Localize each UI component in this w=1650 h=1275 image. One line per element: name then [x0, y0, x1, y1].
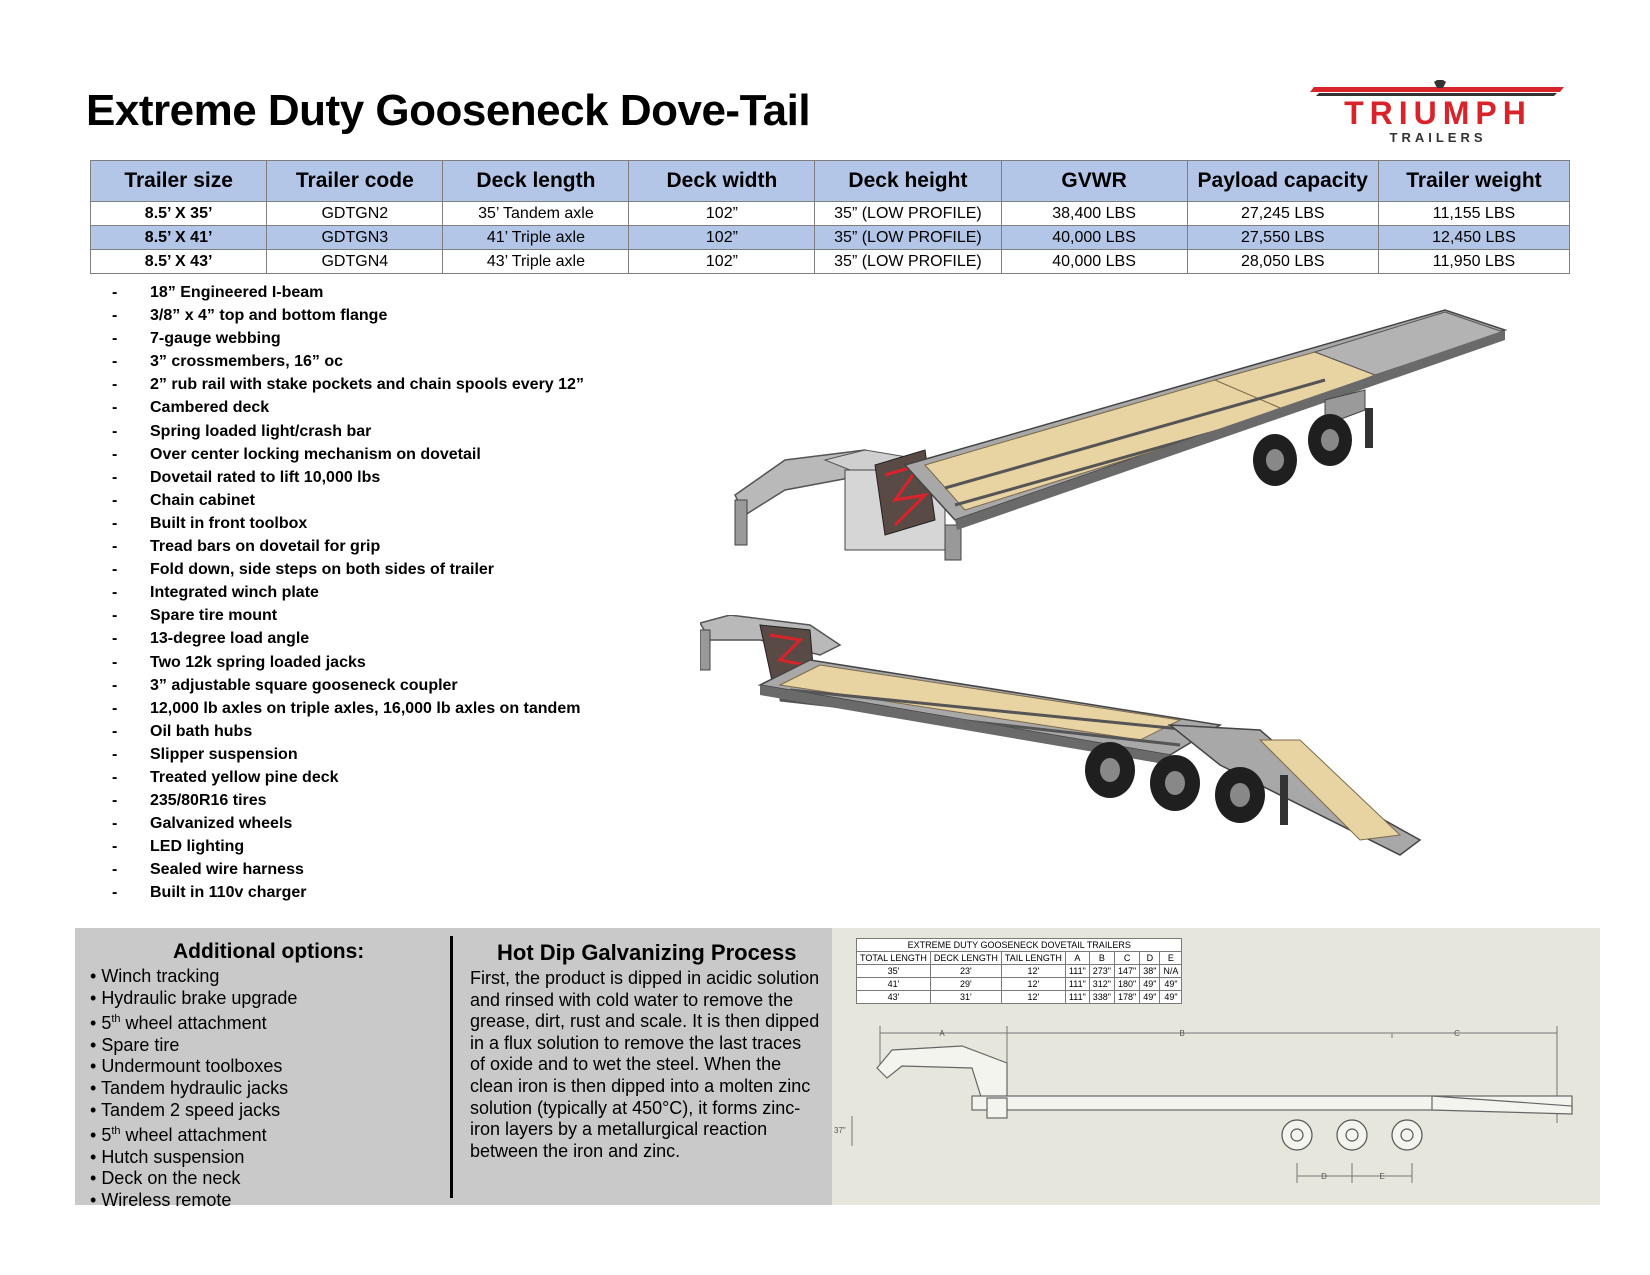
dims-header-row: [857, 952, 1182, 965]
feature-text: 12,000 lb axles on triple axles, 16,000 lb axles on tandem: [150, 699, 581, 717]
feature-item: [112, 466, 584, 489]
galvanizing-text: First, the product is dipped in acidic solution and rinsed with cold water to remove the grease, dirt, rust and scale. It is then dipped in a flux solution to remove the last traces of oxide and to wet the steel. When the clean iron is then dipped into a molten zinc solution (typically at 450°C), it forms zinc-iron layers by a metallurgical reaction between the iron and zinc.: [470, 968, 820, 1161]
dims-cell: 35': [857, 965, 931, 978]
deck: [905, 310, 1505, 530]
logo-sub: TRAILERS: [1389, 130, 1487, 145]
feature-item: [112, 812, 584, 835]
dims-cell: 43': [857, 991, 931, 1004]
cell-weight: 12,450 LBS: [1378, 226, 1569, 250]
feature-text: Sealed wire harness: [150, 861, 304, 879]
option-text: 5: [101, 1125, 112, 1146]
option-item: • Hydraulic brake upgrade: [90, 987, 298, 1008]
feature-text: Integrated winch plate: [150, 584, 319, 602]
header-trailer-weight: Trailer weight: [1378, 161, 1569, 202]
cell-deck-height: 35” (LOW PROFILE): [815, 226, 1001, 250]
feature-text: Built in front toolbox: [150, 514, 308, 532]
panel-divider: [450, 936, 453, 1198]
feature-text: Fold down, side steps on both sides of trailer: [150, 561, 495, 579]
table-row: [91, 202, 1570, 226]
cell-gvwr: 38,400 LBS: [1001, 202, 1187, 226]
dims-header: A: [1065, 952, 1089, 965]
dims-cell: 178": [1114, 991, 1139, 1004]
bullet-dash: -: [112, 330, 118, 348]
table-row: [91, 226, 1570, 250]
option-text: Undermount toolboxes: [101, 1056, 283, 1077]
feature-item: [112, 304, 584, 327]
dims-header: B: [1089, 952, 1114, 965]
bullet-dash: -: [112, 514, 118, 532]
dims-cell: 312": [1089, 978, 1114, 991]
cell-deck-height: 35” (LOW PROFILE): [815, 202, 1001, 226]
cell-deck-width: 102”: [629, 226, 815, 250]
option-item: • Undermount toolboxes: [90, 1056, 283, 1077]
feature-item: [112, 697, 584, 720]
galvanizing-title: Hot Dip Galvanizing Process: [497, 940, 797, 965]
feature-item: [112, 373, 584, 396]
feature-item: [112, 766, 584, 789]
dims-cell: 111": [1065, 991, 1089, 1004]
feature-text: 235/80R16 tires: [150, 792, 267, 810]
bullet-dash: -: [112, 561, 118, 579]
bullet-dash: -: [112, 538, 118, 556]
dims-cell: 23': [930, 965, 1001, 978]
option-item: • 5th wheel attachment: [90, 1013, 267, 1034]
cell-size: 8.5’ X 35’: [91, 202, 267, 226]
cell-gvwr: 40,000 LBS: [1001, 250, 1187, 274]
feature-text: LED lighting: [150, 838, 245, 856]
option-text: Hydraulic brake upgrade: [101, 987, 298, 1008]
bullet-dash: -: [112, 353, 118, 371]
feature-item: [112, 881, 584, 904]
dim-label-a: A: [939, 1029, 945, 1038]
feature-item: [112, 674, 584, 697]
option-item: • Winch tracking: [90, 966, 220, 986]
dims-cell: 111": [1065, 965, 1089, 978]
specs-header-row: [91, 161, 1570, 202]
bullet-dash: -: [112, 838, 118, 856]
option-text: Tandem 2 speed jacks: [100, 1099, 281, 1120]
side-view-drawing: [832, 1008, 1600, 1205]
bullet-dash: -: [112, 607, 118, 625]
dims-cell: N/A: [1160, 965, 1182, 978]
option-text: Hutch suspension: [101, 1146, 245, 1167]
cell-code: GDTGN2: [267, 202, 443, 226]
option-text: Deck on the neck: [101, 1168, 241, 1189]
dims-header: E: [1160, 952, 1182, 965]
option-item: • Spare tire: [90, 1034, 180, 1055]
dims-cell: 147": [1114, 965, 1139, 978]
feature-text: Two 12k spring loaded jacks: [150, 653, 366, 671]
feature-text: Cambered deck: [150, 399, 270, 417]
dims-cell: 49": [1160, 978, 1182, 991]
feature-item: [112, 420, 584, 443]
bullet-dash: -: [112, 699, 118, 717]
feature-text: 3/8” x 4” top and bottom flange: [150, 307, 388, 325]
feature-text: Oil bath hubs: [150, 722, 253, 740]
bullet-dash: -: [112, 307, 118, 325]
dims-cell: 12': [1001, 978, 1065, 991]
feature-item: [112, 789, 584, 812]
option-text: Tandem hydraulic jacks: [100, 1077, 289, 1098]
table-row: [91, 250, 1570, 274]
feature-item: [112, 327, 584, 350]
bottom-panel: [75, 928, 1600, 1210]
feature-text: 3” adjustable square gooseneck coupler: [150, 676, 458, 694]
dims-header: D: [1140, 952, 1160, 965]
cell-weight: 11,155 LBS: [1378, 202, 1569, 226]
cell-payload: 27,550 LBS: [1187, 226, 1378, 250]
cell-deck-height: 35” (LOW PROFILE): [815, 250, 1001, 274]
cell-deck-width: 102”: [629, 250, 815, 274]
bullet-dash: -: [112, 630, 118, 648]
feature-item: [112, 581, 584, 604]
feature-text: Slipper suspension: [150, 745, 298, 763]
cell-size: 8.5’ X 41’: [91, 226, 267, 250]
option-sup: th: [111, 1125, 121, 1138]
dims-cell: 38": [1140, 965, 1160, 978]
dims-cell: 49": [1160, 991, 1182, 1004]
feature-item: [112, 743, 584, 766]
cell-payload: 27,245 LBS: [1187, 202, 1378, 226]
option-item: • 5th wheel attachment: [90, 1125, 267, 1146]
feature-item: [112, 512, 584, 535]
bullet-dash: -: [112, 676, 118, 694]
feature-item: [112, 604, 584, 627]
table-row: [857, 965, 1182, 978]
table-row: [857, 991, 1182, 1004]
bullet-dash: -: [112, 792, 118, 810]
feature-text: 3” crossmembers, 16” oc: [150, 353, 343, 371]
bullet-dash: -: [112, 861, 118, 879]
feature-list: [112, 281, 584, 905]
cell-size: 8.5’ X 43’: [91, 250, 267, 274]
bullet-dash: -: [112, 722, 118, 740]
bullet-dash: -: [112, 422, 118, 440]
header-gvwr: GVWR: [1001, 161, 1187, 202]
feature-text: Galvanized wheels: [150, 815, 293, 833]
cell-code: GDTGN3: [267, 226, 443, 250]
feature-text: 13-degree load angle: [150, 630, 310, 648]
dim-label-b: B: [1179, 1029, 1185, 1038]
cell-deck-length: 43’ Triple axle: [443, 250, 629, 274]
feature-text: 2” rub rail with stake pockets and chain spools every 12”: [150, 376, 584, 394]
feature-text: Over center locking mechanism on dovetail: [150, 445, 481, 463]
feature-item: [112, 443, 584, 466]
dim-label-e: E: [1379, 1172, 1385, 1181]
cell-deck-length: 41’ Triple axle: [443, 226, 629, 250]
option-item: • Hutch suspension: [90, 1146, 245, 1167]
dims-cell: 12': [1001, 991, 1065, 1004]
bullet-dash: -: [112, 284, 118, 301]
bullet-dash: -: [112, 376, 118, 394]
cell-gvwr: 40,000 LBS: [1001, 226, 1187, 250]
feature-item: [112, 858, 584, 881]
feature-item: [112, 835, 584, 858]
feature-item: [112, 350, 584, 373]
table-row: [857, 978, 1182, 991]
feature-text: Chain cabinet: [150, 491, 255, 509]
dims-cell: 338": [1089, 991, 1114, 1004]
option-text-rest: wheel attachment: [120, 1125, 267, 1146]
feature-text: Built in 110v charger: [150, 884, 307, 902]
cell-deck-width: 102”: [629, 202, 815, 226]
cell-deck-length: 35’ Tandem axle: [443, 202, 629, 226]
option-sup: th: [111, 1013, 121, 1026]
bullet-dash: -: [112, 768, 118, 786]
option-text: Winch tracking: [101, 966, 220, 986]
feature-text: Dovetail rated to lift 10,000 lbs: [150, 468, 381, 486]
bullet-dash: -: [112, 584, 118, 602]
bullet-dash: -: [112, 445, 118, 463]
feature-item: [112, 535, 584, 558]
dim-label-d: D: [1321, 1172, 1327, 1181]
option-text: Wireless remote: [101, 1189, 232, 1210]
feature-text: 18” Engineered I-beam: [150, 284, 324, 301]
cell-code: GDTGN4: [267, 250, 443, 274]
header-deck-length: Deck length: [443, 161, 629, 202]
specs-table: [90, 160, 1570, 274]
option-text: 5: [101, 1013, 112, 1034]
header-deck-height: Deck height: [815, 161, 1001, 202]
bullet-dash: -: [112, 399, 118, 417]
feature-item: [112, 396, 584, 419]
triumph-logo: [1310, 80, 1570, 150]
bullet-dash: -: [112, 491, 118, 509]
header-payload: Payload capacity: [1187, 161, 1378, 202]
option-item: • Deck on the neck: [90, 1168, 241, 1189]
dims-cell: 111": [1065, 978, 1089, 991]
bullet-dash: -: [112, 468, 118, 486]
feature-item: [112, 281, 584, 304]
feature-text: Treated yellow pine deck: [150, 768, 339, 786]
header-deck-width: Deck width: [629, 161, 815, 202]
bullet-dash: -: [112, 653, 118, 671]
dims-cell: 31': [930, 991, 1001, 1004]
feature-item: [112, 720, 584, 743]
option-item: • Tandem hydraulic jacks: [90, 1077, 289, 1098]
feature-text: Spring loaded light/crash bar: [150, 422, 372, 440]
dims-cell: 29': [930, 978, 1001, 991]
dims-cell: 41': [857, 978, 931, 991]
cell-payload: 28,050 LBS: [1187, 250, 1378, 274]
dims-cell: 49": [1140, 991, 1160, 1004]
logo-brand: TRIUMPH: [1344, 95, 1532, 131]
option-text: Spare tire: [101, 1034, 180, 1055]
dims-header: TOTAL LENGTH: [857, 952, 931, 965]
options-list: [90, 966, 297, 1212]
bullet-dash: -: [112, 815, 118, 833]
dims-caption-row: [857, 939, 1182, 952]
dim-label-height: 37": [834, 1126, 846, 1135]
feature-item: [112, 651, 584, 674]
dims-header: C: [1114, 952, 1139, 965]
page-title: Extreme Duty Gooseneck Dove-Tail: [86, 86, 811, 135]
dim-label-c: C: [1454, 1029, 1460, 1038]
feature-text: 7-gauge webbing: [150, 330, 281, 348]
feature-text: Tread bars on dovetail for grip: [150, 538, 381, 556]
dims-header: TAIL LENGTH: [1001, 952, 1065, 965]
option-item: • Wireless remote: [90, 1189, 232, 1210]
feature-item: [112, 627, 584, 650]
tandem-trailer-illustration: [725, 300, 1565, 600]
dims-cell: 273": [1089, 965, 1114, 978]
option-text-rest: wheel attachment: [120, 1013, 267, 1034]
options-title: Additional options:: [173, 940, 365, 963]
dims-caption: EXTREME DUTY GOOSENECK DOVETAIL TRAILERS: [857, 939, 1182, 952]
feature-item: [112, 558, 584, 581]
dims-cell: 12': [1001, 965, 1065, 978]
header-trailer-size: Trailer size: [91, 161, 267, 202]
dimension-drawing: [832, 928, 1600, 1205]
dims-cell: 180": [1114, 978, 1139, 991]
dims-cell: 49": [1140, 978, 1160, 991]
bullet-dash: -: [112, 884, 118, 902]
dimensions-table: [856, 938, 1182, 1004]
feature-item: [112, 489, 584, 512]
header-trailer-code: Trailer code: [267, 161, 443, 202]
cell-weight: 11,950 LBS: [1378, 250, 1569, 274]
feature-text: Spare tire mount: [150, 607, 278, 625]
dims-header: DECK LENGTH: [930, 952, 1001, 965]
option-item: • Tandem 2 speed jacks: [90, 1099, 281, 1120]
triple-axle-trailer-illustration: [700, 615, 1530, 905]
bullet-dash: -: [112, 745, 118, 763]
